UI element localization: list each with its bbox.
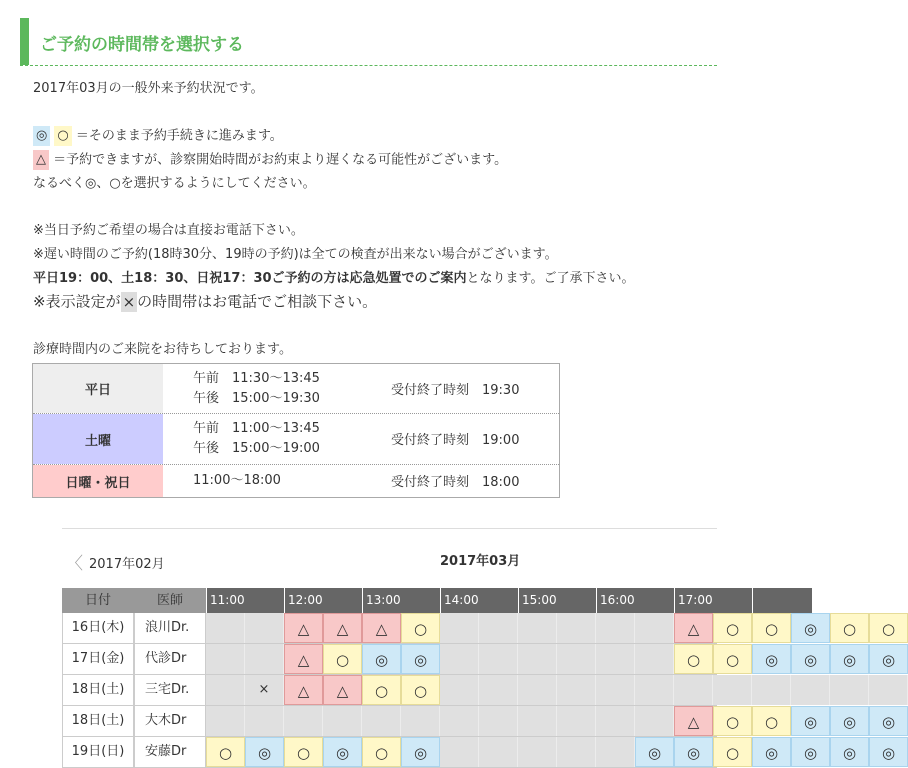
time-slot-available[interactable]: ◎	[869, 706, 908, 736]
double-circle-symbol: ◎	[33, 126, 50, 146]
prev-month-link[interactable]	[66, 549, 165, 574]
time-slot-available[interactable]: ○	[869, 613, 908, 643]
hours-time-am: 午前 11:30〜13:45	[193, 371, 320, 386]
time-slot-empty	[557, 644, 596, 674]
hours-label: 日曜・祝日	[33, 465, 163, 497]
row-date: 18日(土)	[62, 706, 134, 736]
time-slot-empty	[713, 675, 752, 705]
time-slot-empty	[245, 613, 284, 643]
page-title-section	[20, 18, 717, 66]
cross-symbol: ×	[122, 293, 136, 311]
row-doctor: 浪川Dr.	[134, 613, 206, 643]
time-slot-available[interactable]: ◎	[791, 737, 830, 767]
hours-times	[193, 419, 320, 459]
time-slot-available[interactable]: △	[362, 613, 401, 643]
time-slot-available[interactable]: ○	[713, 613, 752, 643]
time-slot-available[interactable]: ○	[401, 675, 440, 705]
doctor-column-header: 医師	[134, 588, 206, 613]
time-slot-empty	[440, 737, 479, 767]
time-slot-empty	[479, 706, 518, 736]
time-slot-available[interactable]: ○	[362, 675, 401, 705]
section-divider	[62, 528, 717, 529]
hours-time-pm: 午後 15:00〜19:00	[193, 441, 320, 456]
hours-times	[193, 471, 281, 491]
time-slot-empty	[635, 675, 674, 705]
time-slot-empty	[791, 675, 830, 705]
row-doctor: 大木Dr	[134, 706, 206, 736]
schedule-row	[62, 737, 896, 768]
note-late: ※遅い時間のご予約(18時30分、19時の予約)は全ての検査が出来ない場合がございます。	[33, 247, 558, 262]
time-slot-available[interactable]: ◎	[791, 644, 830, 674]
triangle-symbol: △	[33, 150, 49, 170]
time-slot-empty	[596, 644, 635, 674]
time-slot-available[interactable]: ◎	[791, 613, 830, 643]
schedule-grid	[62, 588, 896, 764]
time-header: 12:00	[284, 588, 362, 613]
hours-deadline: 受付終了時刻 19:00	[391, 433, 520, 448]
time-slot-empty	[206, 706, 245, 736]
hours-row-holiday	[33, 465, 559, 497]
time-slot-available[interactable]: △	[284, 644, 323, 674]
legend-triangle-text: ＝予約できますが、診察開始時間がお約束より遅くなる可能性がございます。	[53, 152, 508, 168]
time-slot-empty	[206, 644, 245, 674]
time-slot-available[interactable]: ○	[830, 613, 869, 643]
time-slot-available[interactable]: ◎	[791, 706, 830, 736]
time-slot-available[interactable]: ◎	[869, 644, 908, 674]
intro-text: 2017年03月の一般外来予約状況です。	[33, 81, 264, 96]
time-header-overflow	[752, 588, 812, 613]
time-slot-available[interactable]: ◎	[674, 737, 713, 767]
time-slot-available[interactable]: △	[323, 613, 362, 643]
time-slot-available[interactable]: ◎	[323, 737, 362, 767]
time-slot-available[interactable]: △	[674, 706, 713, 736]
hours-label: 平日	[33, 364, 163, 413]
hours-row-weekday	[33, 364, 559, 414]
time-slot-empty	[596, 675, 635, 705]
legend-prefer-text: なるべく◎、○を選択するようにしてください。	[33, 176, 316, 191]
time-slot-empty	[245, 644, 284, 674]
time-header: 14:00	[440, 588, 518, 613]
note-emergency	[33, 270, 635, 288]
time-slot-empty	[557, 706, 596, 736]
hours-table	[32, 363, 560, 498]
time-slot-available[interactable]: ◎	[635, 737, 674, 767]
time-slot-available[interactable]: ○	[752, 706, 791, 736]
schedule-row	[62, 675, 717, 706]
time-slot-available[interactable]: ○	[713, 644, 752, 674]
time-slot-empty	[518, 613, 557, 643]
time-slot-available[interactable]: △	[284, 675, 323, 705]
note-display-pre: ※表示設定が	[33, 292, 121, 311]
note-emergency-bold: 平日19：00、土18：30、日祝17：30ご予約の方は応急処置でのご案内	[33, 271, 467, 286]
time-slot-empty	[245, 706, 284, 736]
hours-label: 土曜	[33, 414, 163, 464]
time-slot-empty	[440, 644, 479, 674]
time-slot-empty	[518, 737, 557, 767]
time-slot-available[interactable]: ◎	[752, 644, 791, 674]
time-slot-available[interactable]: ◎	[830, 706, 869, 736]
time-header: 17:00	[674, 588, 752, 613]
time-slot-available[interactable]: ○	[401, 613, 440, 643]
time-slot-unavailable: ×	[245, 675, 284, 705]
time-slot-empty	[635, 644, 674, 674]
welcome-text: 診療時間内のご来院をお待ちしております。	[33, 342, 292, 357]
time-slot-available[interactable]: △	[674, 613, 713, 643]
time-slot-empty	[830, 675, 869, 705]
time-slot-empty	[284, 706, 323, 736]
time-slot-empty	[518, 644, 557, 674]
time-slot-empty	[518, 706, 557, 736]
schedule-row	[62, 644, 896, 675]
hours-row-saturday	[33, 414, 559, 465]
time-slot-empty	[323, 706, 362, 736]
note-display-post: の時間帯はお電話でご相談下さい。	[137, 292, 378, 311]
time-slot-empty	[635, 706, 674, 736]
prev-month-label: 2017年02月	[89, 557, 165, 572]
time-slot-available[interactable]: ○	[713, 737, 752, 767]
time-slot-empty	[479, 675, 518, 705]
time-header: 13:00	[362, 588, 440, 613]
hours-times	[193, 369, 320, 409]
row-date: 19日(日)	[62, 737, 134, 767]
circle-symbol: ○	[54, 126, 71, 146]
schedule-row	[62, 613, 896, 644]
time-slot-available[interactable]: ○	[284, 737, 323, 767]
legend-ok-line	[33, 126, 283, 146]
hours-time-all: 11:00〜18:00	[193, 473, 281, 488]
time-slot-available[interactable]: ◎	[869, 737, 908, 767]
time-slot-available[interactable]: ○	[674, 644, 713, 674]
note-emergency-rest: となります。ご了承下さい。	[466, 271, 635, 286]
time-slot-empty	[596, 737, 635, 767]
row-date: 18日(土)	[62, 675, 134, 705]
time-slot-empty	[440, 613, 479, 643]
row-doctor: 代診Dr	[134, 644, 206, 674]
time-slot-available[interactable]: △	[284, 613, 323, 643]
time-slot-empty	[206, 613, 245, 643]
time-slot-available[interactable]: ○	[713, 706, 752, 736]
time-slot-available[interactable]: ◎	[245, 737, 284, 767]
time-header: 15:00	[518, 588, 596, 613]
hours-time-pm: 午後 15:00〜19:30	[193, 391, 320, 406]
time-slot-available[interactable]: ◎	[830, 644, 869, 674]
time-slot-empty	[479, 737, 518, 767]
time-slot-available[interactable]: ◎	[752, 737, 791, 767]
time-slot-available[interactable]: △	[323, 675, 362, 705]
time-slot-empty	[479, 613, 518, 643]
time-slot-empty	[440, 675, 479, 705]
hours-deadline: 受付終了時刻 19:30	[391, 383, 520, 398]
title-accent-bar	[20, 18, 29, 65]
time-slot-empty	[596, 706, 635, 736]
time-slot-empty	[401, 706, 440, 736]
hours-time-am: 午前 11:00〜13:45	[193, 421, 320, 436]
time-slot-empty	[479, 644, 518, 674]
time-slot-empty	[752, 675, 791, 705]
note-display	[33, 292, 377, 312]
schedule-row	[62, 706, 896, 737]
time-header: 11:00	[206, 588, 284, 613]
time-slot-empty	[518, 675, 557, 705]
row-doctor: 三宅Dr.	[134, 675, 206, 705]
time-slot-empty	[206, 675, 245, 705]
time-slot-empty	[596, 613, 635, 643]
time-slot-empty	[362, 706, 401, 736]
time-slot-available[interactable]: ○	[323, 644, 362, 674]
time-slot-available[interactable]: ◎	[401, 644, 440, 674]
time-slot-available[interactable]: ○	[206, 737, 245, 767]
time-header: 16:00	[596, 588, 674, 613]
row-date: 17日(金)	[62, 644, 134, 674]
time-slot-available[interactable]: ○	[362, 737, 401, 767]
time-slot-empty	[674, 675, 713, 705]
time-slot-empty	[635, 613, 674, 643]
time-slot-empty	[557, 675, 596, 705]
time-slot-available[interactable]: ◎	[830, 737, 869, 767]
current-month-label: 2017年03月	[440, 554, 521, 569]
chevron-left-icon: 〈	[66, 554, 83, 574]
row-doctor: 安藤Dr	[134, 737, 206, 767]
time-slot-empty	[557, 737, 596, 767]
time-slot-available[interactable]: ◎	[401, 737, 440, 767]
legend-triangle-line	[33, 150, 507, 170]
time-slot-empty	[557, 613, 596, 643]
legend-ok-text: ＝そのまま予約手続きに進みます。	[75, 128, 283, 144]
time-slot-empty	[869, 675, 908, 705]
hours-deadline: 受付終了時刻 18:00	[391, 475, 520, 490]
date-column-header: 日付	[62, 588, 134, 613]
time-slot-available[interactable]: ○	[752, 613, 791, 643]
time-slot-empty	[440, 706, 479, 736]
row-date: 16日(木)	[62, 613, 134, 643]
time-slot-available[interactable]: ◎	[362, 644, 401, 674]
note-same-day: ※当日予約ご希望の場合は直接お電話下さい。	[33, 223, 304, 238]
page-title: ご予約の時間帯を選択する	[40, 35, 244, 55]
